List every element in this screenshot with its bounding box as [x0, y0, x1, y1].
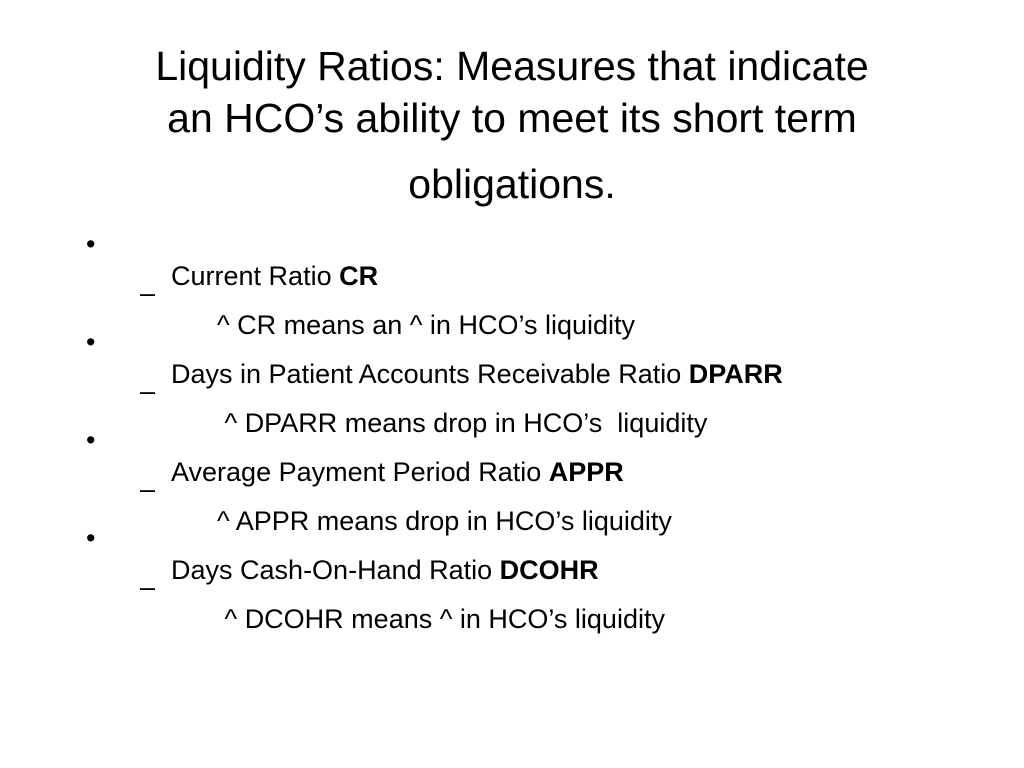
title-line-2: an HCO’s ability to meet its short term	[167, 95, 857, 141]
bullet-item-dcohr	[0, 522, 1024, 585]
sub-bullet-item	[0, 571, 1024, 634]
bullet-item-dparr	[0, 326, 1024, 389]
bullet-label: Days Cash-On-Hand Ratio	[171, 555, 500, 585]
bullet-marker: •	[86, 425, 96, 455]
bullet-label: Average Payment Period Ratio	[171, 457, 549, 487]
sub-bullet-marker: –	[140, 278, 156, 308]
bullet-acronym: CR	[339, 261, 379, 291]
bullet-list	[0, 228, 1024, 634]
sub-bullet-text: ^ DCOHR means ^ in HCO’s liquidity	[217, 604, 665, 634]
bullet-label: Current Ratio	[171, 261, 340, 291]
sub-bullet-marker: –	[140, 376, 156, 406]
bullet-marker: •	[86, 327, 96, 357]
bullet-acronym: DPARR	[688, 359, 783, 389]
bullet-label: Days in Patient Accounts Receivable Ratio	[171, 359, 689, 389]
bullet-item-appr	[0, 424, 1024, 487]
sub-bullet-text: ^ DPARR means drop in HCO’s liquidity	[217, 408, 708, 438]
sub-bullet-item	[0, 375, 1024, 438]
bullet-marker: •	[86, 229, 96, 259]
bullet-item-current-ratio	[0, 228, 1024, 291]
sub-bullet-marker: –	[140, 572, 156, 602]
bullet-acronym: APPR	[548, 457, 624, 487]
bullet-acronym: DCOHR	[499, 555, 599, 585]
sub-bullet-item	[0, 473, 1024, 536]
slide-title	[60, 40, 964, 210]
title-line-3: obligations.	[408, 161, 616, 207]
bullet-marker: •	[86, 523, 96, 553]
title-line-1: Liquidity Ratios: Measures that indicate	[155, 43, 869, 89]
sub-bullet-text: ^ CR means an ^ in HCO’s liquidity	[217, 310, 636, 340]
sub-bullet-item	[0, 277, 1024, 340]
sub-bullet-text: ^ APPR means drop in HCO’s liquidity	[217, 506, 672, 536]
sub-bullet-marker: –	[140, 474, 156, 504]
